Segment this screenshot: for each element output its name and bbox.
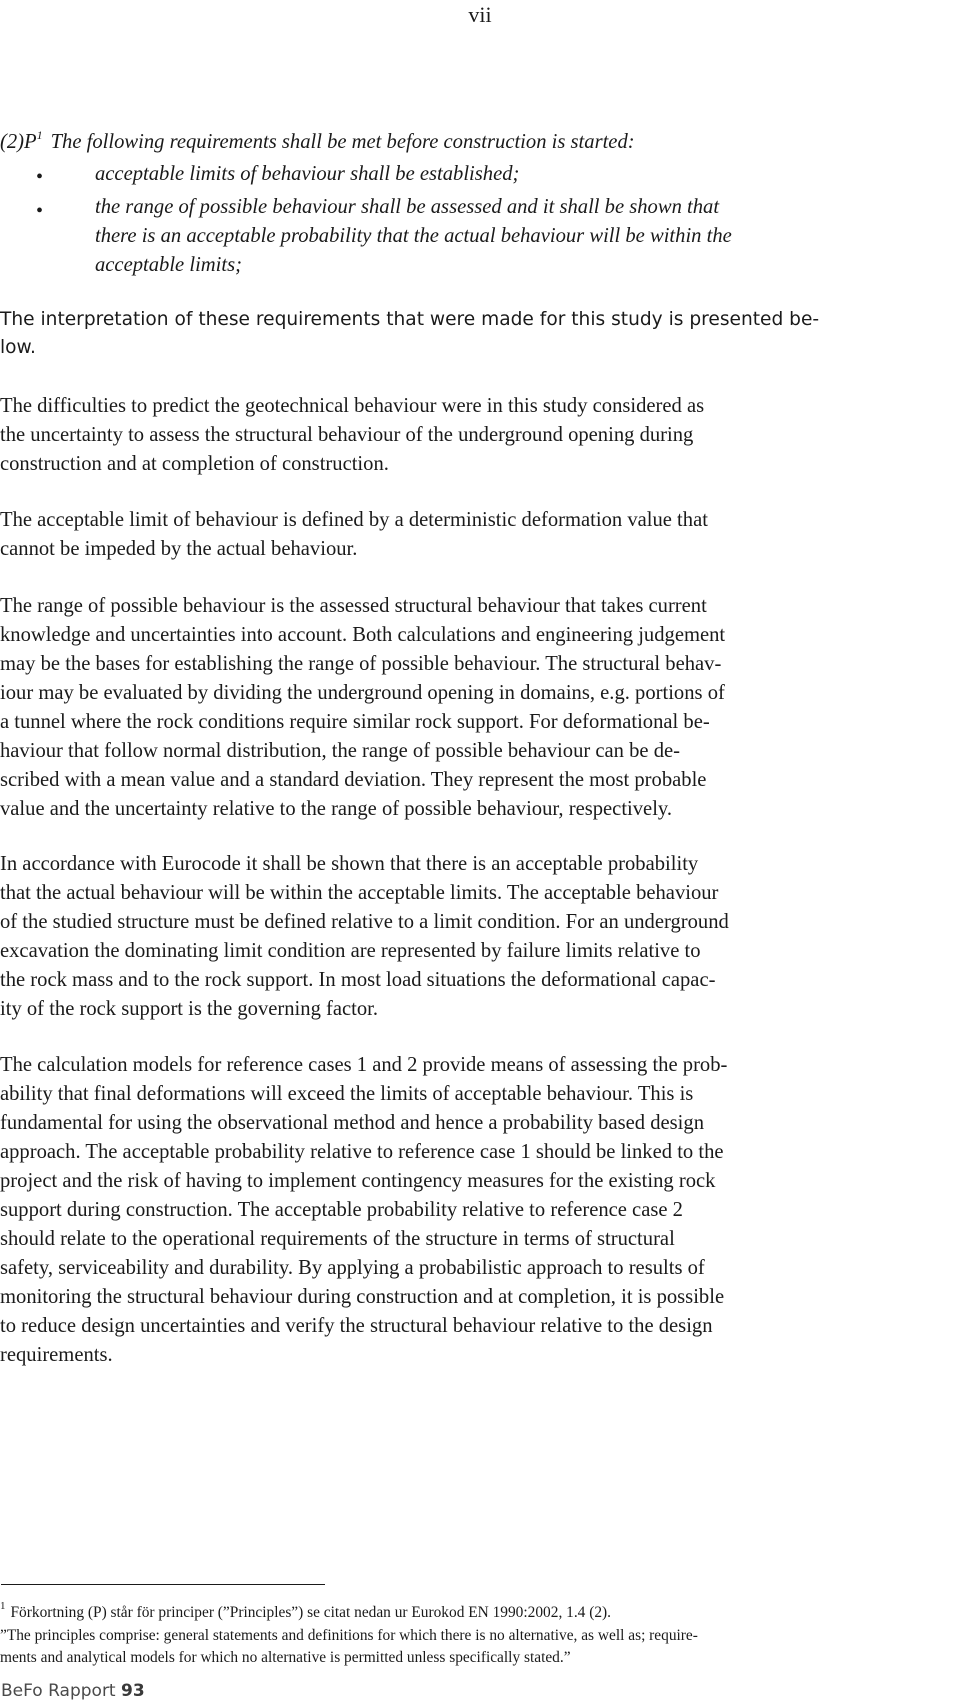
body-line: ability that final deformations will exceed the limits of acceptable behaviour. This is: [0, 1083, 694, 1105]
body-line: the rock mass and to the rock support. In most load situations the deformational capac-: [0, 969, 716, 991]
body-line: requirements.: [0, 1344, 113, 1366]
body-line: The calculation models for reference cases 1 and 2 provide means of assessing the prob-: [0, 1054, 728, 1076]
body-line: should relate to the operational requirements of the structure in terms of structural: [0, 1228, 675, 1250]
bullet-line: the range of possible behaviour shall be assessed and it shall be shown that: [95, 196, 720, 218]
page-number: vii: [468, 2, 492, 27]
footer-report-number: 93: [121, 1681, 145, 1701]
body-line: ity of the rock support is the governing factor.: [0, 998, 379, 1020]
interpretation-line: low.: [0, 337, 36, 358]
body-line: knowledge and uncertainties into account. Both calculations and engineering judgement: [0, 624, 726, 646]
body-line: of the studied structure must be defined relative to a limit condition. For an underground: [0, 911, 729, 933]
body-line: safety, serviceability and durability. By applying a probabilistic approach to results of: [0, 1257, 705, 1279]
body-line: cannot be impeded by the actual behaviour.: [0, 538, 358, 560]
body-line: scribed with a mean value and a standard deviation. They represent the most probable: [0, 769, 707, 791]
body-line: iour may be evaluated by dividing the underground opening in domains, e.g. portions of: [0, 682, 725, 704]
bullet-icon: •: [36, 166, 44, 188]
bullet-icon: •: [36, 200, 44, 222]
interpretation-line: The interpretation of these requirements that were made for this study is presented be-: [0, 309, 820, 330]
body-line: The acceptable limit of behaviour is defined by a deterministic deformation value that: [0, 509, 708, 531]
body-line: to reduce design uncertainties and verify the structural behaviour relative to the design: [0, 1315, 713, 1337]
report-footer: [1, 1681, 145, 1701]
bullet-line: acceptable limits;: [95, 254, 242, 276]
body-line: a tunnel where the rock conditions require similar rock support. For deformational be-: [0, 711, 710, 733]
footnote-line: ments and analytical models for which no alternative is permitted unless specifically stated.”: [0, 1649, 571, 1666]
body-line: fundamental for using the observational method and hence a probability based design: [0, 1112, 704, 1134]
footnote-separator: [1, 1584, 325, 1585]
body-line: project and the risk of having to implement contingency measures for the existing rock: [0, 1170, 716, 1192]
body-line: approach. The acceptable probability relative to reference case 1 should be linked to the: [0, 1141, 724, 1163]
body-line: In accordance with Eurocode it shall be shown that there is an acceptable probability: [0, 853, 699, 875]
footnote-text: Förkortning (P) står för principer (”Principles”) se citat nedan ur Eurokod EN 1990:2002, 1.4 (2).: [10, 1604, 612, 1621]
bullet-line: acceptable limits of behaviour shall be established;: [95, 163, 520, 185]
requirements-intro-text: The following requirements shall be met before construction is started:: [50, 131, 635, 153]
body-line: haviour that follow normal distribution, the range of possible behaviour can be de-: [0, 740, 680, 762]
body-line: may be the bases for establishing the range of possible behaviour. The structural behav-: [0, 653, 722, 675]
footnote-line: [0, 1600, 612, 1621]
body-line: The difficulties to predict the geotechnical behaviour were in this study considered as: [0, 395, 705, 417]
body-line: construction and at completion of construction.: [0, 453, 389, 475]
body-line: monitoring the structural behaviour during construction and at completion, it is possible: [0, 1286, 725, 1308]
body-line: support during construction. The acceptable probability relative to reference case 2: [0, 1199, 683, 1221]
footer-label: BeFo Rapport: [1, 1681, 116, 1701]
body-line: that the actual behaviour will be within the acceptable limits. The acceptable behaviour: [0, 882, 719, 904]
body-line: excavation the dominating limit condition are represented by failure limits relative to: [0, 940, 701, 962]
requirements-intro-line: [0, 128, 635, 153]
body-line: The range of possible behaviour is the assessed structural behaviour that takes current: [0, 595, 707, 617]
bullet-line: there is an acceptable probability that the actual behaviour will be within the: [95, 225, 732, 247]
clause-label: (2)P: [0, 131, 37, 153]
footnote-reference: 1: [36, 128, 43, 142]
body-line: value and the uncertainty relative to the range of possible behaviour, respectively.: [0, 798, 673, 820]
footnote-line: ”The principles comprise: general statements and definitions for which there is no alternative, as well as; require-: [0, 1627, 698, 1644]
footnote-marker: 1: [0, 1600, 6, 1612]
body-line: the uncertainty to assess the structural behaviour of the underground opening during: [0, 424, 694, 446]
